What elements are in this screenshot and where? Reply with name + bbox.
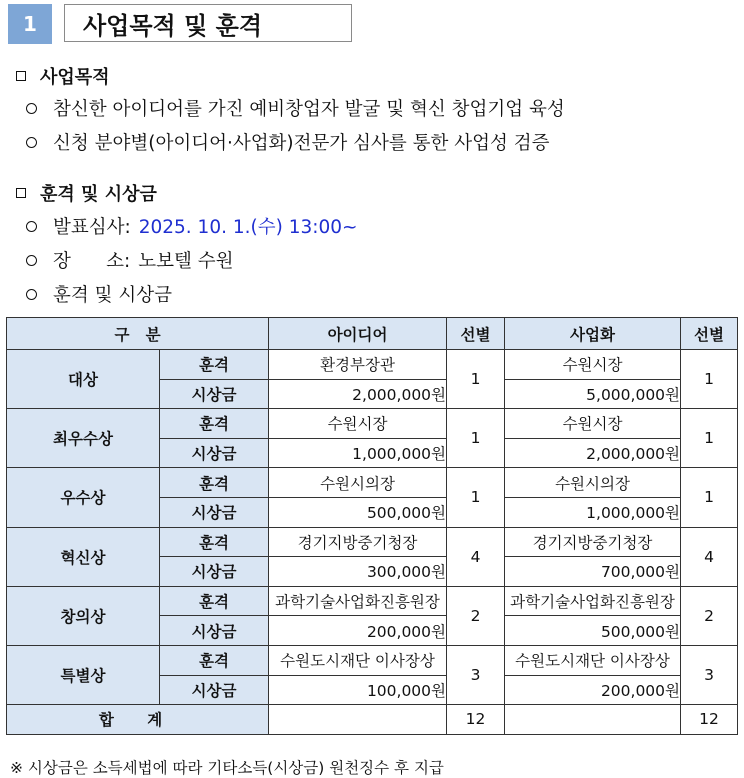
award-name: 혁신상 bbox=[7, 527, 160, 586]
total-idea-count: 12 bbox=[447, 705, 505, 735]
idea-prize: 100,000원 bbox=[269, 675, 447, 705]
header-biz: 사업화 bbox=[505, 318, 681, 350]
award-name: 우수상 bbox=[7, 468, 160, 527]
prize-label: 시상금 bbox=[160, 557, 269, 587]
awards-heading-text: 훈격 및 시상금 bbox=[40, 184, 157, 205]
table-row bbox=[7, 468, 738, 498]
total-label: 합 계 bbox=[7, 705, 269, 735]
total-biz-blank bbox=[505, 705, 681, 735]
idea-count: 1 bbox=[447, 468, 505, 527]
total-row bbox=[7, 705, 738, 735]
idea-rank: 과학기술사업화진흥원장 bbox=[269, 586, 447, 616]
biz-rank: 수원시장 bbox=[505, 350, 681, 380]
table-row bbox=[7, 586, 738, 616]
header-idea: 아이디어 bbox=[269, 318, 447, 350]
place-label: 장 소: bbox=[53, 251, 131, 272]
table-body bbox=[7, 350, 738, 705]
prize-label: 시상금 bbox=[160, 379, 269, 409]
circle-bullet-icon bbox=[26, 137, 37, 148]
table-row bbox=[7, 645, 738, 675]
square-bullet-icon bbox=[16, 71, 26, 81]
idea-prize: 200,000원 bbox=[269, 616, 447, 646]
total-idea-blank bbox=[269, 705, 447, 735]
biz-rank: 수원시장 bbox=[505, 409, 681, 439]
circle-bullet-icon bbox=[26, 221, 37, 232]
idea-count: 4 bbox=[447, 527, 505, 586]
purpose-item-2 bbox=[26, 129, 550, 155]
prize-label: 시상금 bbox=[160, 616, 269, 646]
biz-count: 1 bbox=[681, 468, 738, 527]
section-number-badge: 1 bbox=[8, 4, 52, 44]
table-row bbox=[7, 350, 738, 380]
award-name: 대상 bbox=[7, 350, 160, 409]
circle-bullet-icon bbox=[26, 103, 37, 114]
idea-rank: 수원시의장 bbox=[269, 468, 447, 498]
eval-datetime: 2025. 10. 1.(수) 13:00~ bbox=[138, 217, 358, 238]
purpose-heading bbox=[16, 63, 110, 89]
biz-prize: 500,000원 bbox=[505, 616, 681, 646]
award-name: 특별상 bbox=[7, 645, 160, 704]
biz-prize: 200,000원 bbox=[505, 675, 681, 705]
section-title: 사업목적 및 훈격 bbox=[64, 4, 352, 42]
header-select-biz: 선별 bbox=[681, 318, 738, 350]
biz-rank: 수원도시재단 이사장상 bbox=[505, 645, 681, 675]
award-name: 창의상 bbox=[7, 586, 160, 645]
prize-label: 시상금 bbox=[160, 438, 269, 468]
section-header bbox=[8, 4, 354, 44]
rank-label: 훈격 bbox=[160, 350, 269, 380]
square-bullet-icon bbox=[16, 188, 26, 198]
purpose-heading-text: 사업목적 bbox=[40, 67, 110, 88]
table-row bbox=[7, 527, 738, 557]
biz-rank: 과학기술사업화진흥원장 bbox=[505, 586, 681, 616]
idea-rank: 경기지방중기청장 bbox=[269, 527, 447, 557]
awards-list-label: 훈격 및 시상금 bbox=[53, 285, 172, 306]
prize-label: 시상금 bbox=[160, 675, 269, 705]
idea-rank: 환경부장관 bbox=[269, 350, 447, 380]
biz-prize: 5,000,000원 bbox=[505, 379, 681, 409]
rank-label: 훈격 bbox=[160, 586, 269, 616]
biz-rank: 경기지방중기청장 bbox=[505, 527, 681, 557]
table-row bbox=[7, 409, 738, 439]
award-name: 최우수상 bbox=[7, 409, 160, 468]
idea-count: 2 bbox=[447, 586, 505, 645]
idea-count: 1 bbox=[447, 409, 505, 468]
eval-item bbox=[26, 213, 358, 239]
idea-count: 1 bbox=[447, 350, 505, 409]
idea-prize: 1,000,000원 bbox=[269, 438, 447, 468]
footnote: ※ 시상금은 소득세법에 따라 기타소득(시상금) 원천징수 후 지급 bbox=[10, 759, 444, 777]
idea-rank: 수원시장 bbox=[269, 409, 447, 439]
biz-rank: 수원시의장 bbox=[505, 468, 681, 498]
total-biz-count: 12 bbox=[681, 705, 738, 735]
biz-count: 2 bbox=[681, 586, 738, 645]
circle-bullet-icon bbox=[26, 255, 37, 266]
awards-list-item bbox=[26, 281, 172, 307]
rank-label: 훈격 bbox=[160, 527, 269, 557]
purpose-item-text: 참신한 아이디어를 가진 예비창업자 발굴 및 혁신 창업기업 육성 bbox=[53, 99, 565, 120]
rank-label: 훈격 bbox=[160, 468, 269, 498]
biz-count: 1 bbox=[681, 350, 738, 409]
idea-rank: 수원도시재단 이사장상 bbox=[269, 645, 447, 675]
purpose-item-text: 신청 분야별(아이디어·사업화)전문가 심사를 통한 사업성 검증 bbox=[53, 133, 550, 154]
place-item bbox=[26, 247, 234, 273]
circle-bullet-icon bbox=[26, 289, 37, 300]
biz-count: 3 bbox=[681, 645, 738, 704]
header-select-idea: 선별 bbox=[447, 318, 505, 350]
place-value: 노보텔 수원 bbox=[138, 251, 234, 272]
biz-count: 1 bbox=[681, 409, 738, 468]
idea-count: 3 bbox=[447, 645, 505, 704]
purpose-item-1 bbox=[26, 95, 565, 121]
biz-prize: 1,000,000원 bbox=[505, 497, 681, 527]
idea-prize: 500,000원 bbox=[269, 497, 447, 527]
table-header-row bbox=[7, 318, 738, 350]
biz-prize: 2,000,000원 bbox=[505, 438, 681, 468]
header-category: 구 분 bbox=[7, 318, 269, 350]
biz-prize: 700,000원 bbox=[505, 557, 681, 587]
biz-count: 4 bbox=[681, 527, 738, 586]
idea-prize: 300,000원 bbox=[269, 557, 447, 587]
idea-prize: 2,000,000원 bbox=[269, 379, 447, 409]
rank-label: 훈격 bbox=[160, 409, 269, 439]
eval-label: 발표심사: bbox=[53, 217, 131, 238]
rank-label: 훈격 bbox=[160, 645, 269, 675]
prize-label: 시상금 bbox=[160, 497, 269, 527]
awards-heading bbox=[16, 180, 157, 206]
awards-table bbox=[6, 317, 738, 735]
